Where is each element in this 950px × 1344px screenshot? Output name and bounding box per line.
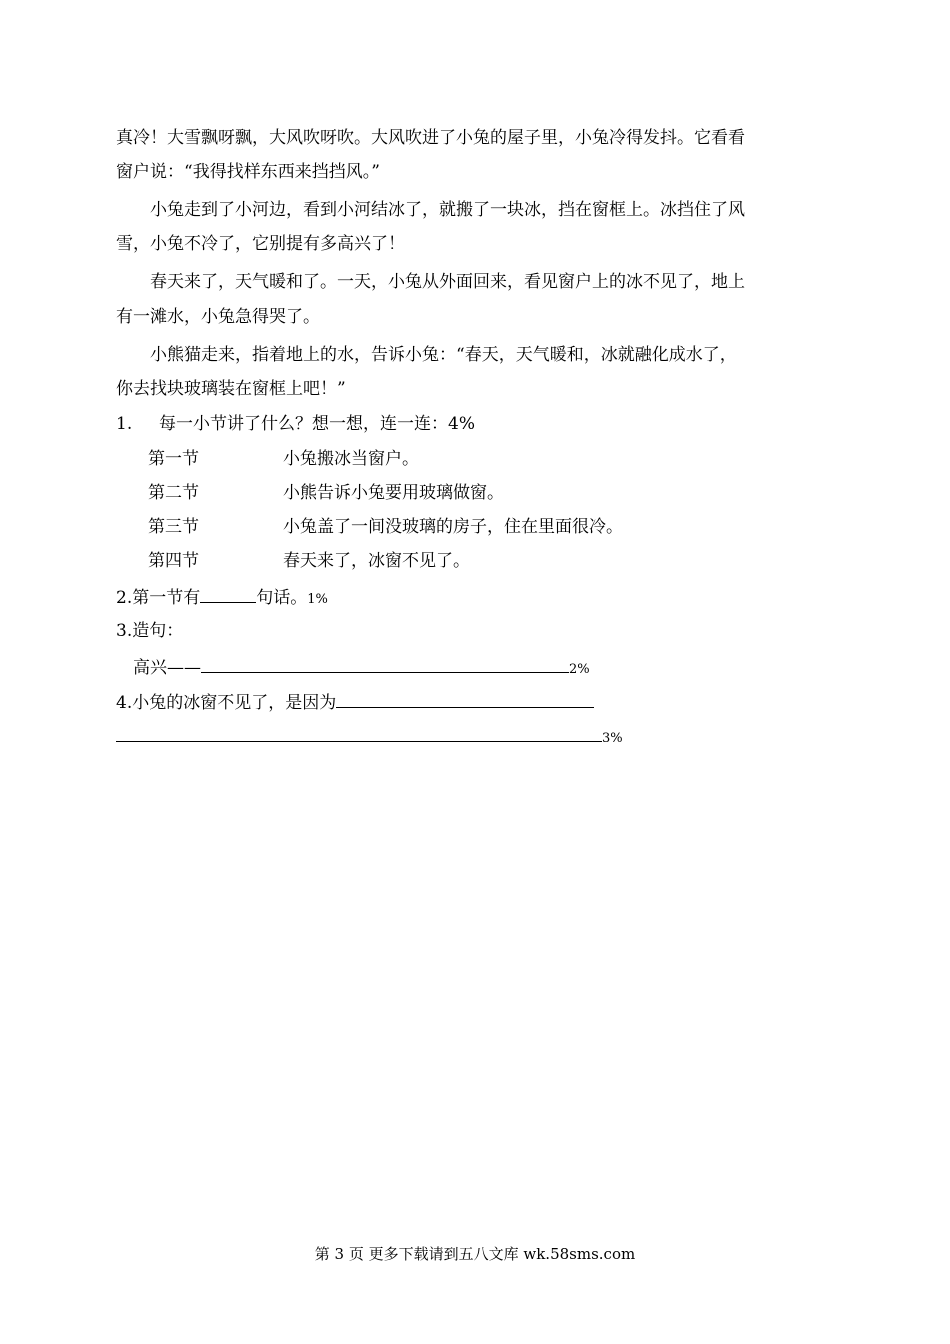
question-3-score: 2% — [569, 662, 590, 677]
section-summary: 小兔搬冰当窗户。 — [283, 449, 419, 469]
question-2-suffix: 句话。 — [256, 588, 308, 608]
question-2-prefix: 2.第一节有 — [116, 588, 201, 608]
answer-line-q4-first[interactable] — [336, 689, 594, 708]
question-2-score: 1% — [307, 592, 328, 607]
passage-p2-line2: 雪，小兔不冷了，它别提有多高兴了！ — [116, 234, 405, 254]
answer-blank-q2[interactable] — [200, 584, 256, 603]
section-summary: 小熊告诉小兔要用玻璃做窗。 — [283, 483, 504, 503]
question-1 — [116, 412, 475, 436]
answer-line-q4-second[interactable] — [116, 723, 602, 742]
question-1-number: 1. — [116, 414, 133, 434]
passage-p1-line2: 窗户说：“我得找样东西来挡挡风。” — [116, 162, 380, 182]
question-4-score: 3% — [602, 731, 623, 746]
passage-p4-line2: 你去找块玻璃装在窗框上吧！” — [116, 379, 346, 399]
section-summary: 春天来了，冰窗不见了。 — [283, 551, 470, 571]
question-3-row — [133, 654, 590, 682]
question-4-continuation — [116, 723, 623, 751]
section-label: 第四节 — [148, 551, 199, 571]
section-summary: 小兔盖了一间没玻璃的房子，住在里面很冷。 — [283, 517, 623, 537]
question-4-text: 4.小兔的冰窗不见了，是因为 — [116, 693, 337, 713]
section-label: 第三节 — [148, 517, 199, 537]
passage-p4-line1: 小熊猫走来，指着地上的水，告诉小兔：“春天，天气暖和，冰就融化成水了， — [150, 345, 737, 365]
passage-p1-line1: 真冷！大雪飘呀飘，大风吹呀吹。大风吹进了小兔的屋子里，小兔冷得发抖。它看看 — [116, 128, 745, 148]
question-3-title: 3.造句： — [116, 621, 184, 641]
section-label: 第一节 — [148, 449, 199, 469]
page-footer: 第 3 页 更多下载请到五八文库 wk.58sms.com — [314, 1245, 636, 1263]
question-4 — [116, 689, 594, 715]
question-1-text: 每一小节讲了什么？想一想，连一连：4% — [159, 414, 476, 434]
passage-p3-line2: 有一滩水，小兔急得哭了。 — [116, 307, 320, 327]
question-2 — [116, 584, 328, 612]
question-3-word: 高兴—— — [133, 658, 201, 678]
section-label: 第二节 — [148, 483, 199, 503]
passage-p3-line1: 春天来了，天气暖和了。一天，小兔从外面回来，看见窗户上的冰不见了，地上 — [150, 272, 745, 292]
answer-line-q3[interactable] — [201, 654, 569, 673]
passage-p2-line1: 小兔走到了小河边，看到小河结冰了，就搬了一块冰，挡在窗框上。冰挡住了风 — [150, 200, 745, 220]
